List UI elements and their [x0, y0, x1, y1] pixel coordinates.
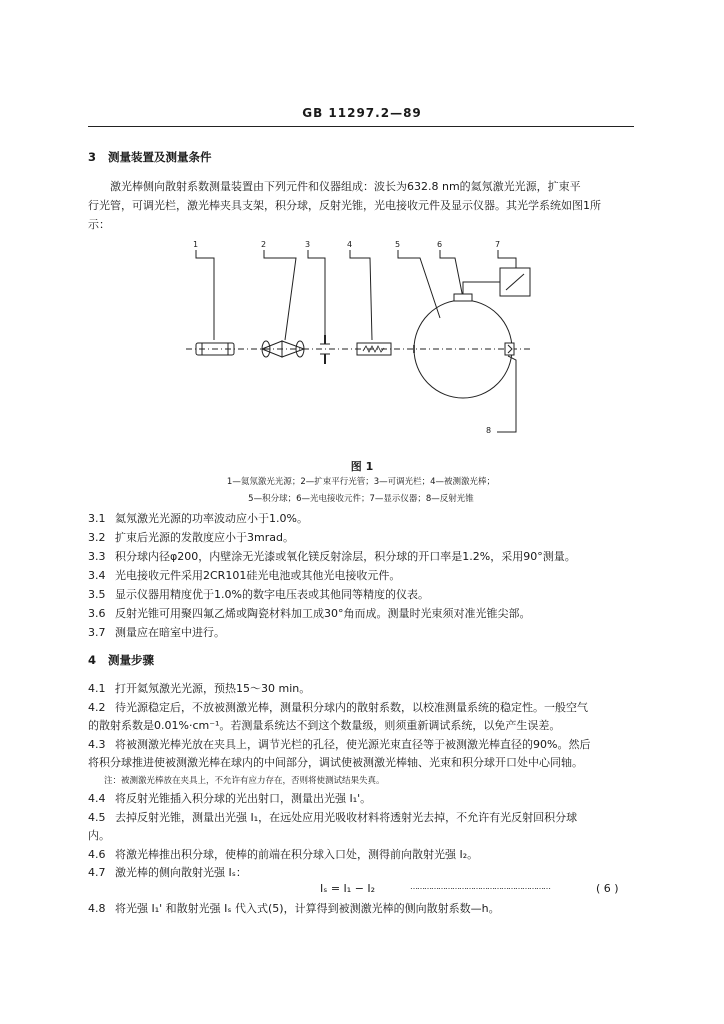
leader-line-1 [196, 250, 214, 340]
figure-label-1: 1 [193, 240, 199, 249]
item-number: 4.7 [88, 866, 106, 879]
item-4-3-line-2: 将积分球推进使被测激光棒在球内的中间部分，调试使被测激光棒轴、光束和积分球开口处中心同轴。 [88, 756, 583, 769]
intro-line-3: 示： [88, 218, 110, 231]
figure-label-2: 2 [261, 240, 267, 249]
figure-label-8: 8 [486, 426, 492, 435]
figure-label-4: 4 [347, 240, 353, 249]
item-number: 4.3 [88, 738, 106, 751]
item-number: 4.2 [88, 701, 106, 714]
item-number: 3.1 [88, 512, 106, 525]
item-3-2 [88, 531, 294, 545]
item-text: 测量应在暗室中进行。 [115, 626, 225, 639]
item-4-5-line-2: 内。 [88, 829, 110, 842]
figure-caption-line-2: 5—积分球；6—光电接收元件；7—显示仪器；8—反射光锥 [248, 494, 474, 504]
item-3-5 [88, 588, 429, 602]
item-number: 3.5 [88, 588, 106, 601]
item-text: 反射光锥可用聚四氟乙烯或陶瓷材料加工成30°角而成。测量时光束须对准光锥尖部。 [115, 607, 531, 620]
figure-label-7: 7 [495, 240, 501, 249]
item-number: 3.4 [88, 569, 106, 582]
item-4-6 [88, 848, 478, 862]
item-4-5-line-1 [88, 811, 577, 825]
item-3-7 [88, 626, 225, 640]
formula-6: Iₛ = I₁ − I₂ [320, 882, 376, 895]
item-text: 将反射光锥插入积分球的光出射口，测量出光强 I₁'。 [115, 792, 372, 805]
item-text: 扩束后光源的发散度应小于3mrad。 [115, 531, 294, 544]
item-3-3 [88, 550, 576, 564]
standard-number-header: GB 11297.2—89 [302, 106, 422, 120]
item-number: 3.2 [88, 531, 106, 544]
item-4-2-line-1 [88, 701, 588, 715]
item-4-7 [88, 866, 247, 880]
item-text: 去掉反射光锥，测量出光强 I₁，在远处应用光吸收材料将透射光去掉，不允许有光反射回积分球 [115, 811, 578, 824]
item-number: 4.1 [88, 682, 106, 695]
item-text: 激光棒的侧向散射光强 Iₛ： [115, 866, 247, 879]
item-number: 3.6 [88, 607, 106, 620]
leader-line-7 [498, 250, 516, 268]
intro-line-2: 行光管，可调光栏，激光棒夹具支架，积分球，反射光锥，光电接收元件及显示仪器。其光学系统如图1所 [88, 199, 601, 212]
leader-line-3 [308, 250, 325, 335]
section-3-number: 3 [88, 150, 97, 164]
section-4-number: 4 [88, 653, 97, 667]
item-text: 光电接收元件采用2CR101硅光电池或其他光电接收元件。 [115, 569, 401, 582]
formula-number: ( 6 ) [596, 882, 619, 895]
item-number: 3.3 [88, 550, 106, 563]
item-number: 3.7 [88, 626, 106, 639]
figure-label-5: 5 [395, 240, 401, 249]
item-4-3-note: 注：被测激光棒放在夹具上，不允许有应力存在，否则将使测试结果失真。 [104, 776, 385, 786]
item-4-4 [88, 792, 371, 806]
item-3-6 [88, 607, 531, 621]
item-number: 4.6 [88, 848, 106, 861]
item-4-2-line-2: 的散射系数是0.01%·cm⁻¹。若测量系统达不到这个数量级，则须重新调试系统，以免产生误差。 [88, 719, 561, 732]
figure-label-3: 3 [305, 240, 311, 249]
leader-line-8 [497, 356, 516, 432]
section-4-heading [88, 653, 154, 667]
photoelectric-receiver [454, 294, 472, 301]
figure-label-6: 6 [437, 240, 443, 249]
leader-line-2 [264, 250, 296, 340]
formula-leader-dots: …………………………………………………… [410, 882, 550, 891]
intro-line-1: 激光棒侧向散射系数测量装置由下列元件和仪器组成：波长为632.8 nm的氦氖激光光源，扩束平 [110, 180, 581, 193]
item-text: 显示仪器用精度优于1.0%的数字电压表或其他同等精度的仪表。 [115, 588, 429, 601]
item-4-8 [88, 902, 500, 916]
item-text: 氦氖激光光源的功率波动应小于1.0%。 [115, 512, 308, 525]
item-text: 将被测激光棒光放在夹具上，调节光栏的孔径，使光源光束直径等于被测激光棒直径的90%。然后 [115, 738, 591, 751]
section-4-title: 测量步骤 [108, 653, 155, 667]
item-text: 待光源稳定后，不放被测激光棒，测量积分球内的散射系数，以校准测量系统的稳定性。一般空气 [115, 701, 588, 714]
item-number: 4.8 [88, 902, 106, 915]
item-3-4 [88, 569, 400, 583]
item-text: 打开氦氖激光光源，预热15～30 min。 [115, 682, 311, 695]
figure-caption-line-1: 1—氦氖激光光源；2—扩束平行光管；3—可调光栏；4—被测激光棒； [226, 477, 496, 487]
leader-line-5 [398, 250, 440, 318]
item-number: 4.5 [88, 811, 106, 824]
item-text: 将光强 I₁' 和散射光强 Iₛ 代入式(5)，计算得到被测激光棒的侧向散射系数—h。 [115, 902, 500, 915]
section-3-title: 测量装置及测量条件 [108, 150, 212, 164]
leader-line-6 [440, 250, 463, 298]
item-4-3-line-1 [88, 738, 590, 752]
item-text: 积分球内径φ200，内壁涂无光漆或氧化镁反射涂层，积分球的开口率是1.2%，采用90°测量。 [115, 550, 576, 563]
leader-line-4 [350, 250, 372, 340]
item-text: 将激光棒推出积分球，使棒的前端在积分球入口处，测得前向散射光强 I₂。 [115, 848, 479, 861]
item-4-1 [88, 682, 310, 696]
figure-title: 图 1 [350, 460, 374, 473]
item-number: 4.4 [88, 792, 106, 805]
receiver-to-display-wire [463, 282, 500, 294]
item-3-1 [88, 512, 308, 526]
